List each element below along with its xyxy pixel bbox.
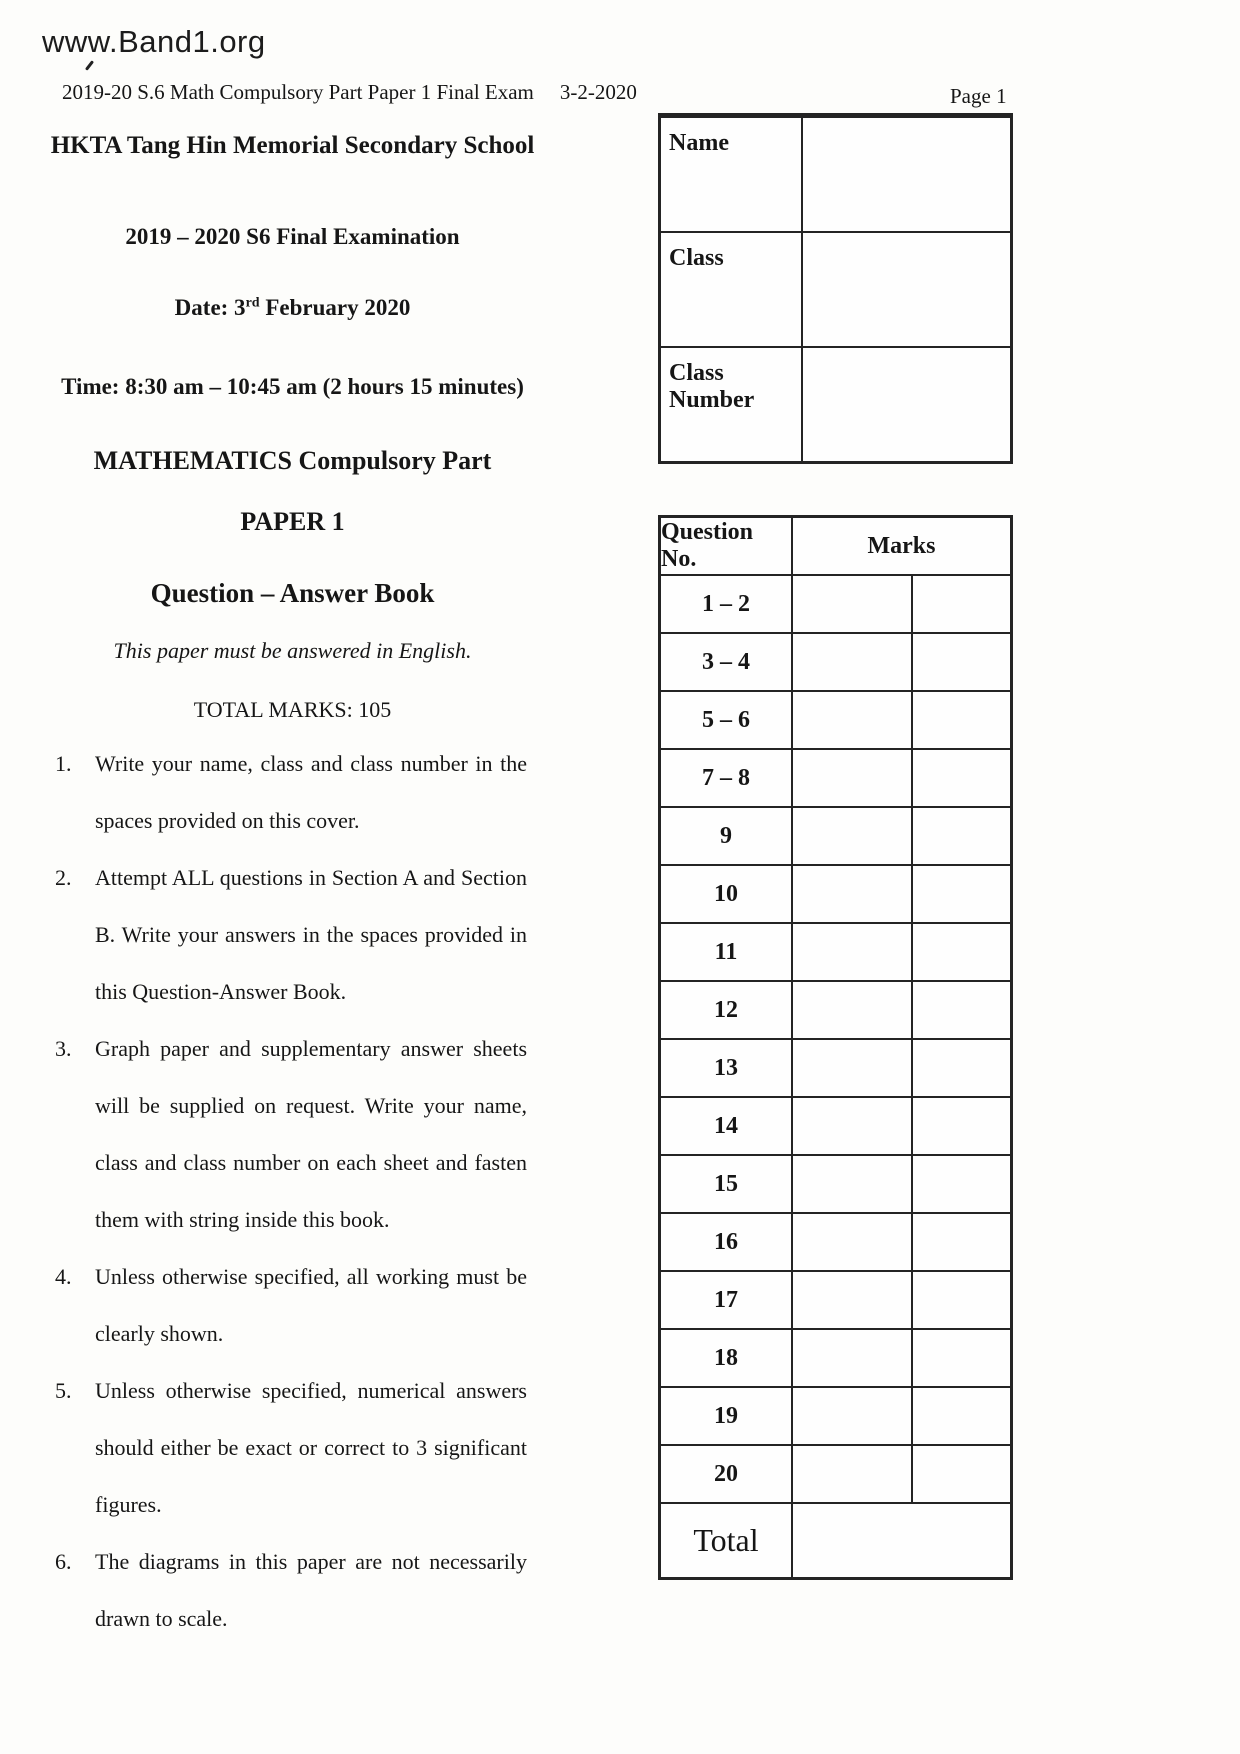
instruction-item (55, 1533, 527, 1647)
total-row (661, 1502, 1010, 1577)
instruction-text: Unless otherwise specified, all working must be clearly shown. (95, 1264, 527, 1346)
question-no-cell: 10 (661, 866, 793, 922)
marks-cell-primary (793, 1388, 913, 1444)
question-no-cell: 3 – 4 (661, 634, 793, 690)
marks-cell-primary (793, 1156, 913, 1212)
instruction-item (55, 849, 527, 1020)
info-value-cell (803, 348, 1010, 461)
total-label: Total (661, 1504, 793, 1577)
info-value-cell (803, 233, 1010, 346)
marks-cell-primary (793, 982, 913, 1038)
course-header (62, 80, 637, 105)
course-header-text: 2019-20 S.6 Math Compulsory Part Paper 1 Final Exam (62, 80, 534, 104)
marks-row (661, 632, 1010, 690)
question-no-cell: 17 (661, 1272, 793, 1328)
instruction-text: The diagrams in this paper are not necessarily drawn to scale. (95, 1549, 527, 1631)
question-no-cell: 9 (661, 808, 793, 864)
instruction-item (55, 1362, 527, 1533)
total-value-cell (793, 1504, 1010, 1577)
info-label: Class (661, 233, 803, 346)
question-no-cell: 16 (661, 1214, 793, 1270)
exam-date-suffix: February 2020 (259, 295, 411, 320)
marks-cell-primary (793, 1214, 913, 1270)
marks-cell-secondary (913, 1272, 1010, 1328)
info-value-cell (803, 118, 1010, 231)
marks-row (661, 748, 1010, 806)
subject-title: MATHEMATICS Compulsory Part (93, 446, 492, 475)
marks-row (661, 864, 1010, 922)
question-no-cell: 18 (661, 1330, 793, 1386)
instruction-number: 6. (55, 1549, 72, 1574)
info-label: Name (661, 118, 803, 231)
page-number: Page 1 (950, 84, 1007, 108)
instruction-number: 1. (55, 751, 72, 776)
marks-row (661, 1154, 1010, 1212)
info-row (661, 231, 1010, 346)
paper-title: PAPER 1 (240, 507, 345, 536)
course-header-date: 3-2-2020 (559, 80, 637, 104)
marks-table-body (661, 574, 1010, 1502)
marks-cell-primary (793, 576, 913, 632)
marks-table-header (661, 518, 1010, 574)
question-no-cell: 1 – 2 (661, 576, 793, 632)
marks-cell-secondary (913, 634, 1010, 690)
marks-row (661, 1270, 1010, 1328)
marks-cell-secondary (913, 750, 1010, 806)
marks-cell-primary (793, 808, 913, 864)
instruction-number: 3. (55, 1036, 72, 1061)
info-row (661, 346, 1010, 461)
marks-cell-secondary (913, 576, 1010, 632)
marks-row (661, 806, 1010, 864)
question-no-header: Question No. (661, 518, 793, 574)
marks-cell-secondary (913, 1156, 1010, 1212)
marks-cell-secondary (913, 924, 1010, 980)
question-no-cell: 15 (661, 1156, 793, 1212)
marks-cell-secondary (913, 982, 1010, 1038)
exam-date (20, 295, 565, 321)
instruction-text: Unless otherwise specified, numerical answers should either be exact or correct to 3 significant figures. (95, 1378, 527, 1517)
marks-cell-secondary (913, 692, 1010, 748)
marks-cell-primary (793, 634, 913, 690)
marks-cell-secondary (913, 1446, 1010, 1502)
book-title: Question – Answer Book (150, 578, 435, 608)
exam-time: Time: 8:30 am – 10:45 am (2 hours 15 minutes) (61, 374, 524, 399)
marks-row (661, 574, 1010, 632)
marks-row (661, 1038, 1010, 1096)
marks-row (661, 1386, 1010, 1444)
instruction-number: 5. (55, 1378, 72, 1403)
marks-row (661, 1096, 1010, 1154)
marks-cell-secondary (913, 808, 1010, 864)
info-label: Class Number (661, 348, 803, 461)
marks-cell-secondary (913, 1214, 1010, 1270)
question-no-cell: 12 (661, 982, 793, 1038)
marks-cell-primary (793, 1446, 913, 1502)
marks-cell-secondary (913, 866, 1010, 922)
scan-artifact (85, 60, 94, 71)
info-row (661, 116, 1010, 231)
marks-row (661, 980, 1010, 1038)
marks-cell-primary (793, 1330, 913, 1386)
marks-row (661, 922, 1010, 980)
marks-row (661, 1212, 1010, 1270)
marks-cell-primary (793, 1098, 913, 1154)
instructions-list (55, 735, 527, 1647)
question-no-cell: 20 (661, 1446, 793, 1502)
marks-cell-secondary (913, 1388, 1010, 1444)
question-no-cell: 11 (661, 924, 793, 980)
instruction-item (55, 1020, 527, 1248)
marks-cell-secondary (913, 1330, 1010, 1386)
marks-row (661, 1444, 1010, 1502)
question-no-cell: 19 (661, 1388, 793, 1444)
watermark: www.Band1.org (42, 24, 266, 59)
instruction-text: Graph paper and supplementary answer sheets will be supplied on request. Write your name, class and class number on each sheet and fasten them with string inside this book. (95, 1036, 527, 1232)
marks-table (658, 515, 1013, 1580)
language-note: This paper must be answered in English. (113, 638, 472, 663)
instruction-text: Attempt ALL questions in Section A and Section B. Write your answers in the spaces provided in this Question-Answer Book. (95, 865, 527, 1004)
question-no-cell: 13 (661, 1040, 793, 1096)
marks-row (661, 1328, 1010, 1386)
marks-cell-primary (793, 692, 913, 748)
instruction-item (55, 1248, 527, 1362)
marks-cell-secondary (913, 1098, 1010, 1154)
instruction-item (55, 735, 527, 849)
marks-cell-primary (793, 924, 913, 980)
instruction-number: 2. (55, 865, 72, 890)
total-marks: TOTAL MARKS: 105 (193, 697, 392, 722)
marks-row (661, 690, 1010, 748)
marks-cell-primary (793, 750, 913, 806)
marks-cell-primary (793, 866, 913, 922)
marks-cell-secondary (913, 1040, 1010, 1096)
exam-date-prefix: Date: 3 (174, 295, 246, 320)
marks-cell-primary (793, 1272, 913, 1328)
marks-header: Marks (867, 532, 936, 559)
question-no-cell: 14 (661, 1098, 793, 1154)
instruction-number: 4. (55, 1264, 72, 1289)
exam-title: 2019 – 2020 S6 Final Examination (125, 224, 460, 249)
student-info-table (658, 113, 1013, 464)
school-name: HKTA Tang Hin Memorial Secondary School (50, 132, 535, 159)
exam-date-ordinal: rd (245, 295, 260, 311)
marks-cell-primary (793, 1040, 913, 1096)
question-no-cell: 7 – 8 (661, 750, 793, 806)
instruction-text: Write your name, class and class number in the spaces provided on this cover. (95, 751, 527, 833)
question-no-cell: 5 – 6 (661, 692, 793, 748)
